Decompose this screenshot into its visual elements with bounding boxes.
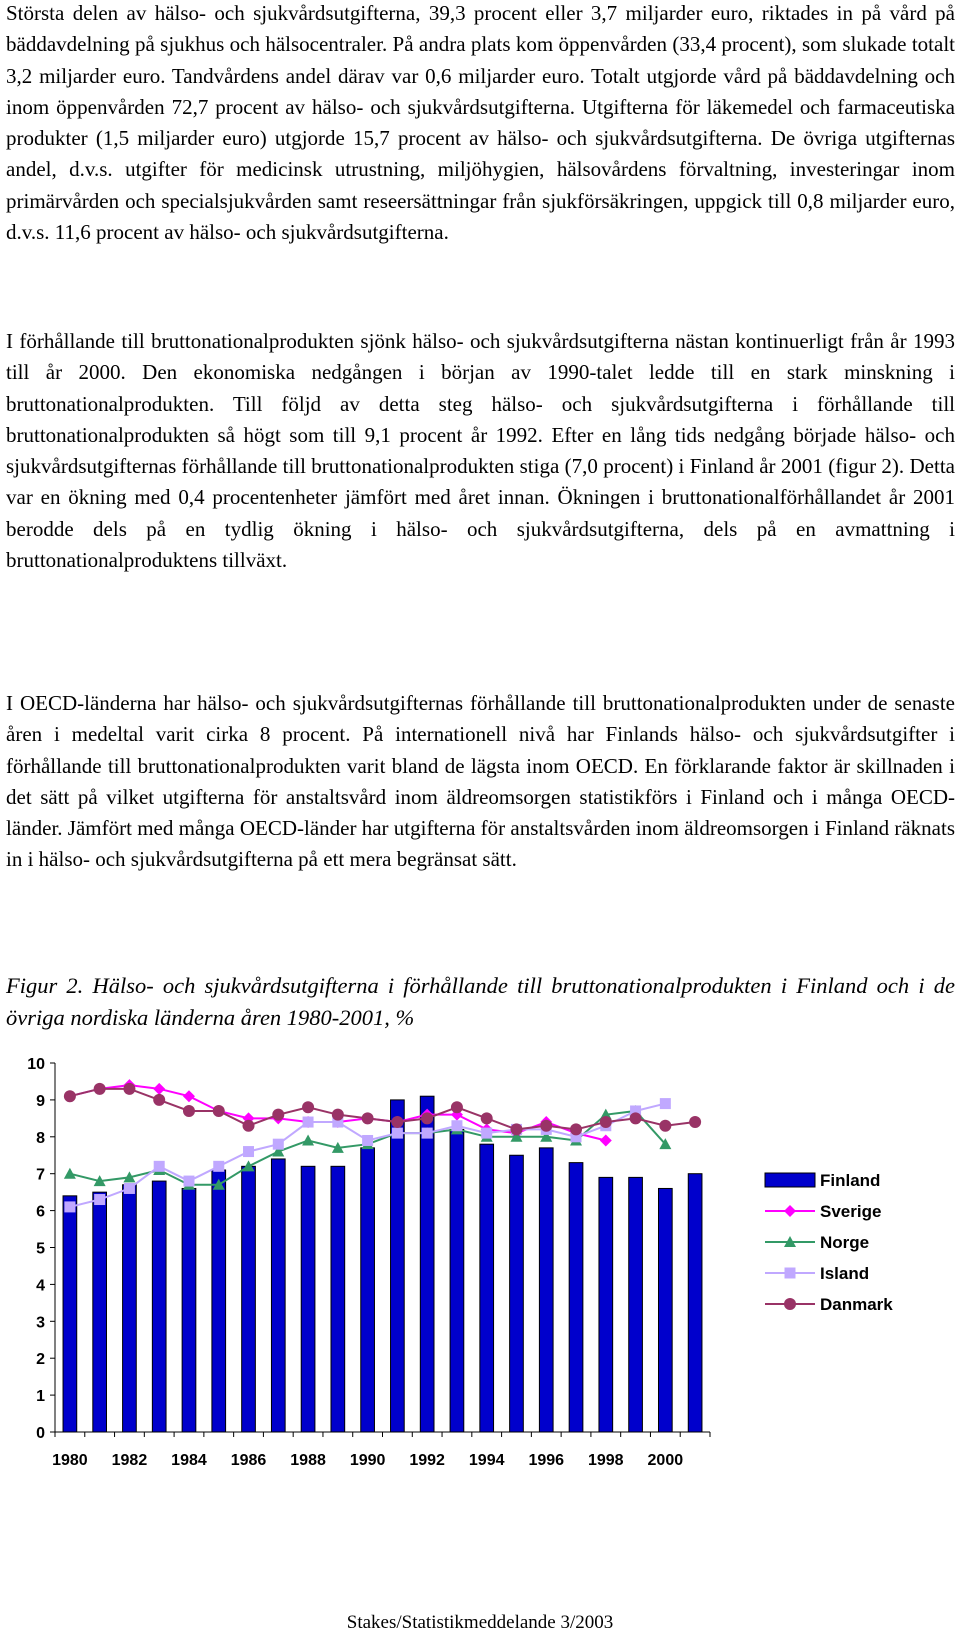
bar-finland — [658, 1188, 672, 1432]
point-danmark — [272, 1109, 284, 1121]
x-tick-label: 1988 — [290, 1452, 326, 1469]
point-danmark — [94, 1083, 106, 1095]
point-danmark — [510, 1123, 522, 1135]
point-danmark — [302, 1101, 314, 1113]
point-island — [124, 1183, 135, 1194]
bar-finland — [301, 1166, 315, 1432]
x-tick-label: 1986 — [230, 1452, 267, 1469]
x-tick-label: 1990 — [349, 1452, 386, 1469]
point-island — [660, 1098, 671, 1109]
x-tick-label: 1994 — [468, 1452, 505, 1469]
bar-finland — [569, 1163, 583, 1432]
health-expenditure-chart — [0, 1056, 960, 1550]
bar-finland — [539, 1148, 553, 1432]
legend-marker-sverige — [784, 1205, 796, 1217]
legend-marker-island — [785, 1268, 796, 1279]
bar-finland — [599, 1177, 613, 1432]
bar-finland — [123, 1185, 137, 1432]
y-tick-label: 5 — [36, 1240, 45, 1258]
y-tick-label: 0 — [36, 1425, 45, 1442]
point-island — [64, 1201, 75, 1212]
point-island — [213, 1161, 224, 1172]
point-sverige — [183, 1090, 195, 1102]
point-danmark — [451, 1101, 463, 1113]
point-sverige — [600, 1134, 612, 1146]
point-danmark — [243, 1120, 255, 1132]
point-danmark — [64, 1090, 76, 1102]
point-island — [273, 1139, 284, 1150]
x-tick-label: 1996 — [528, 1452, 565, 1469]
point-danmark — [540, 1120, 552, 1132]
point-island — [481, 1128, 492, 1139]
point-danmark — [362, 1112, 374, 1124]
bar-finland — [391, 1100, 405, 1432]
point-danmark — [123, 1083, 135, 1095]
bar-finland — [420, 1096, 434, 1432]
chart-container — [0, 1056, 960, 1550]
legend-marker-danmark — [784, 1298, 796, 1310]
point-island — [94, 1194, 105, 1205]
bar-finland — [93, 1192, 107, 1432]
point-norge — [302, 1134, 314, 1145]
y-tick-label: 3 — [36, 1314, 45, 1332]
point-danmark — [213, 1105, 225, 1117]
y-tick-label: 10 — [27, 1056, 45, 1073]
point-danmark — [153, 1094, 165, 1106]
legend-label-danmark: Danmark — [820, 1295, 893, 1314]
point-island — [154, 1161, 165, 1172]
point-danmark — [332, 1109, 344, 1121]
y-tick-label: 4 — [36, 1277, 45, 1295]
bar-finland — [182, 1188, 196, 1432]
paragraph-oecd-comparison: I OECD-länderna har hälso- och sjukvårdsutgifternas förhållande till bruttonationalprodukten under de senaste åren i medeltal varit cirka 8 procent. På internationell nivå har Finlands hälso- och sjukvårdsutgifter i förhållande till bruttonationalprodukten varit bland de lägsta inom OECD. En förklarande faktor är skillnaden i det sätt på vilket utgifterna för anstaltsvård inom äldreomsorgen statistikförs i Finland och i många OECD-länder. Jämfört med många OECD-länder har utgifterna för anstaltsvården inom äldreomsorgen i Finland räknats in i hälso- och sjukvårdsutgifterna på ett mera begränsat sätt. — [6, 691, 955, 872]
point-danmark — [481, 1112, 493, 1124]
bar-finland — [688, 1174, 702, 1432]
x-tick-label: 1984 — [171, 1452, 207, 1469]
y-tick-label: 1 — [36, 1388, 45, 1406]
point-danmark — [689, 1116, 701, 1128]
figure-caption: Figur 2. Hälso- och sjukvårdsutgifterna i förhållande till bruttonationalprodukten i Finland och i de övriga nordiska länderna åren 1980-2001, % — [6, 973, 955, 1030]
y-tick-label: 7 — [36, 1166, 45, 1184]
point-danmark — [183, 1105, 195, 1117]
point-danmark — [391, 1116, 403, 1128]
point-danmark — [630, 1112, 642, 1124]
point-sverige — [153, 1083, 165, 1095]
point-danmark — [600, 1116, 612, 1128]
bar-finland — [450, 1129, 464, 1432]
point-danmark — [421, 1112, 433, 1124]
y-tick-label: 6 — [36, 1203, 45, 1221]
bar-finland — [331, 1166, 345, 1432]
legend-label-island: Island — [820, 1264, 870, 1283]
bar-finland — [212, 1170, 226, 1432]
bar-finland — [510, 1155, 524, 1432]
point-norge — [243, 1160, 255, 1171]
point-island — [392, 1128, 403, 1139]
bar-finland — [152, 1181, 166, 1432]
point-island — [183, 1176, 194, 1187]
y-tick-label: 2 — [36, 1351, 45, 1369]
point-island — [451, 1120, 462, 1131]
point-island — [422, 1128, 433, 1139]
paragraph-gdp-ratio: I förhållande till bruttonationalprodukten sjönk hälso- och sjukvårdsutgifterna nästan kontinuerligt från år 1993 till år 2000. Den ekonomiska nedgången i början av 1990-talet ledde till en stark minskning i bruttonationalprodukten. Till följd av detta steg hälso- och sjukvårdsutgifterna i förhållande till bruttonationalprodukten så högt som till 9,1 procent år 1992. Efter en lång tids nedgång började hälso- och sjukvårdsutgifternas förhållande till bruttonationalprodukten stiga (7,0 procent) i Finland år 2001 (figur 2). Detta var en ökning med 0,4 procentenheter jämfört med året innan. Ökningen i bruttonationalförhållandet år 2001 berodde dels på en tydlig ökning i hälso- och sjukvårdsutgifterna, dels på en avmattning i bruttonationalproduktens tillväxt. — [6, 329, 955, 573]
point-island — [303, 1117, 314, 1128]
bar-finland — [629, 1177, 643, 1432]
x-tick-label: 1982 — [111, 1452, 148, 1469]
legend-label-finland: Finland — [820, 1171, 881, 1190]
bar-finland — [242, 1166, 256, 1432]
legend-label-norge: Norge — [820, 1233, 870, 1252]
bar-finland — [271, 1159, 285, 1432]
page-footer: Stakes/Statistikmeddelande 3/2003 — [346, 1612, 614, 1633]
point-island — [243, 1146, 254, 1157]
y-tick-label: 8 — [36, 1129, 45, 1147]
y-tick-label: 9 — [36, 1092, 45, 1110]
bar-finland — [480, 1144, 494, 1432]
legend-label-sverige: Sverige — [820, 1202, 882, 1221]
bar-finland — [63, 1196, 77, 1432]
legend-swatch-finland — [765, 1173, 815, 1187]
x-tick-label: 1998 — [587, 1452, 624, 1469]
x-tick-label: 1992 — [409, 1452, 445, 1469]
x-tick-label: 1980 — [52, 1452, 88, 1469]
point-island — [362, 1135, 373, 1146]
point-danmark — [570, 1123, 582, 1135]
paragraph-expenditure-breakdown: Största delen av hälso- och sjukvårdsutgifterna, 39,3 procent eller 3,7 miljarder euro, riktades in på vård på bäddavdelning på sjukhus och hälsocentraler. På andra plats kom öppenvården (33,4 procent), som slukade totalt 3,2 miljarder euro. Tandvårdens andel därav var 0,6 miljarder euro. Totalt utgjorde vård på bäddavdelning och inom öppenvården 72,7 procent av hälso- och sjukvårdsutgifterna. Utgifterna för läkemedel och farmaceutiska produkter (1,5 miljarder euro) utgjorde 15,7 procent av hälso- och sjukvårdsutgifterna. De övriga utgifternas andel, d.v.s. utgifter för medicinsk utrustning, miljöhygien, hälsovårdens förvaltning, investeringar inom primärvården och specialsjukvården samt reseersättningar från sjukförsäkringen, uppgick till 0,8 miljarder euro, d.v.s. 11,6 procent av hälso- och sjukvårdsutgifterna. — [6, 1, 955, 245]
point-danmark — [659, 1120, 671, 1132]
point-norge — [64, 1168, 76, 1179]
x-tick-label: 2000 — [647, 1452, 684, 1469]
bar-finland — [361, 1148, 375, 1432]
